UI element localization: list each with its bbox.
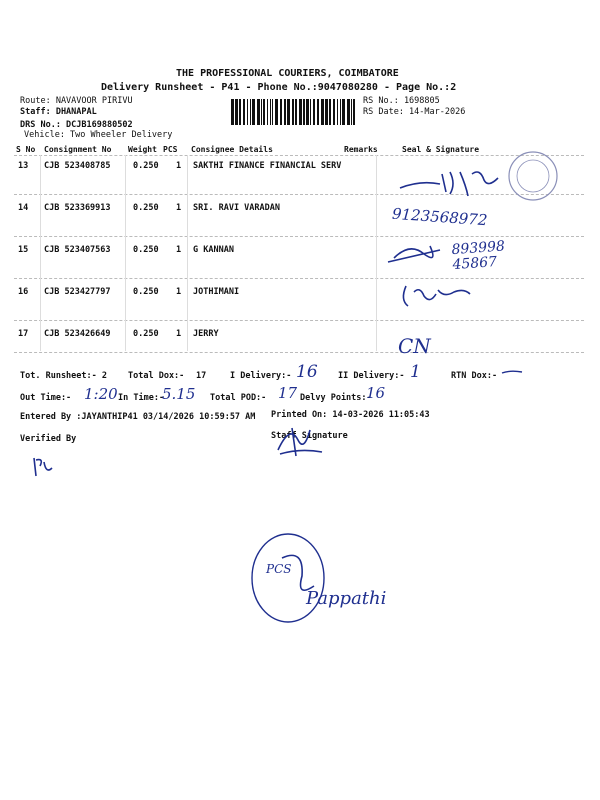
row-sno: 17 bbox=[18, 329, 29, 339]
printed-on: Printed On: 14-03-2026 11:05:43 bbox=[271, 410, 430, 420]
row-weight: 0.250 bbox=[133, 245, 159, 255]
row-consignee: SRI. RAVI VARADAN bbox=[193, 203, 280, 213]
row-pcs: 1 bbox=[176, 329, 182, 339]
rtn-dox-label: RTN Dox:- bbox=[451, 371, 498, 381]
row-consignment: CJB 523369913 bbox=[44, 203, 111, 213]
verified-by-signature bbox=[28, 454, 58, 480]
row-sno: 14 bbox=[18, 203, 29, 213]
staff-signature-label: Staff Signature bbox=[271, 431, 348, 441]
row-consignment: CJB 523408785 bbox=[44, 161, 111, 171]
row-pcs: 1 bbox=[176, 287, 182, 297]
barcode-bar bbox=[275, 99, 278, 125]
barcode-bar bbox=[239, 99, 241, 125]
row-sno: 13 bbox=[18, 161, 29, 171]
tot-runsheet: Tot. Runsheet:- 2 bbox=[20, 371, 107, 381]
row-pcs: 1 bbox=[176, 203, 182, 213]
barcode-bar bbox=[306, 99, 309, 125]
column-guide bbox=[376, 155, 377, 351]
barcode-bar bbox=[261, 99, 262, 125]
round-seal-stamp bbox=[509, 152, 557, 200]
row-consignment: CJB 523426649 bbox=[44, 329, 111, 339]
barcode-bar bbox=[270, 99, 271, 125]
barcode-bar bbox=[329, 99, 331, 125]
col-seal: Seal & Signature bbox=[402, 145, 480, 154]
in-time-label: In Time:- bbox=[118, 393, 165, 403]
row-weight: 0.250 bbox=[133, 329, 159, 339]
barcode-bar bbox=[299, 99, 302, 125]
row-sno: 16 bbox=[18, 287, 29, 297]
barcode-bar bbox=[284, 99, 286, 125]
i-delivery-label: I Delivery:- bbox=[230, 371, 292, 381]
verified-by: Verified By bbox=[20, 434, 77, 444]
i-delivery-value: 16 bbox=[296, 362, 318, 382]
column-guide bbox=[125, 155, 126, 351]
signature-row16 bbox=[403, 286, 470, 306]
barcode-bar bbox=[337, 99, 338, 125]
col-pcs: PCS bbox=[163, 145, 178, 154]
ii-delivery-label: II Delivery:- bbox=[338, 371, 405, 381]
row-consignment: CJB 523407563 bbox=[44, 245, 111, 255]
barcode bbox=[231, 99, 359, 125]
out-time-value: 1:20 bbox=[84, 385, 118, 403]
barcode-bar bbox=[347, 99, 350, 125]
delvy-points-value: 16 bbox=[366, 384, 386, 402]
row-weight: 0.250 bbox=[133, 203, 159, 213]
total-pod-label: Total POD:- bbox=[210, 393, 267, 403]
drs-number: DRS No.: DCJB169880502 bbox=[20, 120, 133, 130]
handwritten-phone-row15: 893998 45867 bbox=[450, 238, 506, 274]
row-consignee: G KANNAN bbox=[193, 245, 234, 255]
barcode-bar bbox=[280, 99, 282, 125]
col-weight: Weight bbox=[128, 145, 157, 154]
handwritten-row17-initials: CN bbox=[398, 334, 431, 358]
bottom-stamp bbox=[244, 528, 387, 628]
col-consignee: Consignee Details bbox=[191, 145, 273, 154]
barcode-bar bbox=[267, 99, 268, 125]
column-guide bbox=[40, 155, 41, 351]
total-dox-label: Total Dox:- bbox=[128, 371, 185, 381]
barcode-bar bbox=[321, 99, 324, 125]
delvy-points-label: Delvy Points:- bbox=[300, 393, 372, 403]
barcode-bar bbox=[353, 99, 355, 125]
total-pod-value: 17 bbox=[278, 384, 298, 402]
barcode-bar bbox=[351, 99, 352, 125]
rs-number: RS No.: 1698805 bbox=[363, 96, 440, 106]
entered-by: Entered By :JAYANTHIP41 03/14/2026 10:59:57 AM bbox=[20, 412, 256, 422]
barcode-bar bbox=[340, 99, 341, 125]
row-pcs: 1 bbox=[176, 161, 182, 171]
barcode-bar bbox=[252, 99, 255, 125]
col-consignment: Consignment No bbox=[44, 145, 112, 154]
rtn-dox-dash bbox=[500, 368, 524, 376]
runsheet-subtitle: Delivery Runsheet - P41 - Phone No.:9047080280 - Page No.:2 bbox=[101, 82, 457, 93]
barcode-bar bbox=[325, 99, 328, 125]
rs-date: RS Date: 14-Mar-2026 bbox=[363, 107, 466, 117]
barcode-bar bbox=[303, 99, 305, 125]
signature-row13 bbox=[400, 172, 498, 196]
route-label: Route: NAVAVOOR PIRIVU bbox=[20, 96, 133, 106]
row-consignee: SAKTHI FINANCE FINANCIAL SERV bbox=[193, 161, 342, 171]
in-time-value: 5.15 bbox=[162, 385, 196, 403]
bottom-signature: Pappathi bbox=[306, 588, 387, 609]
barcode-bar bbox=[342, 99, 345, 125]
row-consignee: JOTHIMANI bbox=[193, 287, 240, 297]
barcode-bar bbox=[231, 99, 234, 125]
barcode-bar bbox=[257, 99, 260, 125]
row-pcs: 1 bbox=[176, 245, 182, 255]
barcode-bar bbox=[310, 99, 311, 125]
row-weight: 0.250 bbox=[133, 161, 159, 171]
barcode-bar bbox=[272, 99, 273, 125]
staff-signature bbox=[270, 420, 330, 460]
barcode-bar bbox=[250, 99, 251, 125]
company-name: THE PROFESSIONAL COURIERS, COIMBATORE bbox=[176, 68, 399, 79]
row-weight: 0.250 bbox=[133, 287, 159, 297]
barcode-bar bbox=[263, 99, 265, 125]
row-consignment: CJB 523427797 bbox=[44, 287, 111, 297]
ii-delivery-value: 1 bbox=[410, 362, 421, 382]
signature-row15-scribble bbox=[388, 246, 440, 262]
barcode-bar bbox=[313, 99, 315, 125]
row-sno: 15 bbox=[18, 245, 29, 255]
staff-label: Staff: DHANAPAL bbox=[20, 107, 97, 117]
barcode-bar bbox=[333, 99, 335, 125]
out-time-label: Out Time:- bbox=[20, 393, 72, 403]
row-consignee: JERRY bbox=[193, 329, 219, 339]
col-remarks: Remarks bbox=[344, 145, 378, 154]
stamp-initials: PCS bbox=[266, 562, 292, 576]
handwritten-phone-row14: 9123568972 bbox=[391, 204, 488, 230]
barcode-bar bbox=[295, 99, 297, 125]
vehicle-label: Vehicle: Two Wheeler Delivery bbox=[24, 130, 173, 140]
barcode-bar bbox=[235, 99, 238, 125]
barcode-bar bbox=[243, 99, 245, 125]
column-guide bbox=[187, 155, 188, 351]
col-sno: S No bbox=[16, 145, 36, 154]
total-dox-value: 17 bbox=[196, 371, 207, 381]
barcode-bar bbox=[317, 99, 319, 125]
barcode-bar bbox=[287, 99, 290, 125]
barcode-bar bbox=[247, 99, 248, 125]
barcode-bar bbox=[292, 99, 294, 125]
